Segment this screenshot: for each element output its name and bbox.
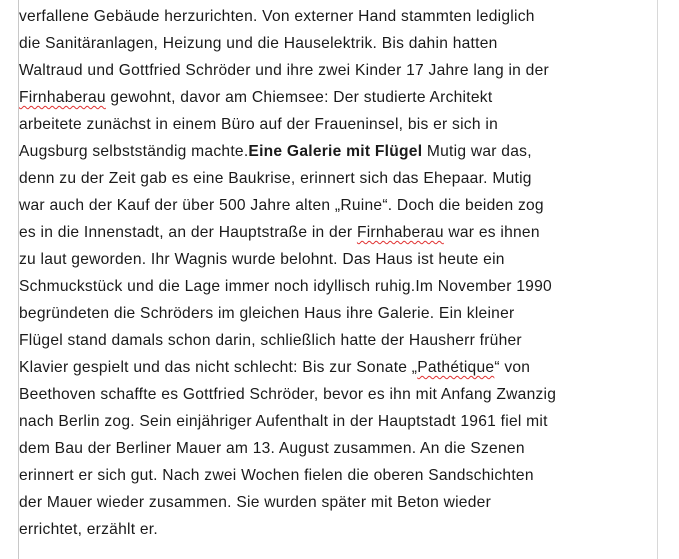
text-line: zu laut geworden. Ihr Wagnis wurde belohnt. Das Haus ist heute ein <box>19 251 505 268</box>
text-line: dem Bau der Berliner Mauer am 13. August zusammen. An die Szenen <box>19 440 525 457</box>
text-line: begründeten die Schröders im gleichen Haus ihre Galerie. Ein kleiner <box>19 305 515 322</box>
misspelled-word[interactable]: Firnhaberau <box>356 224 444 241</box>
text-line: errichtet, erzählt er. <box>19 521 158 538</box>
right-margin-line <box>657 0 658 559</box>
text-line: Waltraud und Gottfried Schröder und ihre zwei Kinder 17 Jahre lang in der <box>19 62 549 79</box>
text-line: Firnhaberau gewohnt, davor am Chiemsee: Der studierte Architekt <box>19 89 493 106</box>
text-line: nach Berlin zog. Sein einjähriger Aufenthalt in der Hauptstadt 1961 fiel mit <box>19 413 548 430</box>
text-line: erinnert er sich gut. Nach zwei Wochen fielen die oberen Sandschichten <box>19 467 534 484</box>
text-line: denn zu der Zeit gab es eine Baukrise, erinnert sich das Ehepaar. Mutig <box>19 170 532 187</box>
text-line: die Sanitäranlagen, Heizung und die Hauselektrik. Bis dahin hatten <box>19 35 498 52</box>
document-text-body[interactable] <box>19 3 639 543</box>
text-line: es in die Innenstadt, an der Hauptstraße in der Firnhaberau war es ihnen <box>19 224 540 241</box>
text-line: war auch der Kauf der über 500 Jahre alten „Ruine“. Doch die beiden zog <box>19 197 544 214</box>
text-line: arbeitete zunächst in einem Büro auf der Fraueninsel, bis er sich in <box>19 116 498 133</box>
text-line: der Mauer wieder zusammen. Sie wurden später mit Beton wieder <box>19 494 492 511</box>
misspelled-word[interactable]: Firnhaberau <box>19 89 106 106</box>
text-line: Augsburg selbstständig machte.Eine Galerie mit Flügel Mutig war das, <box>19 143 532 160</box>
bold-subheading: Eine Galerie mit Flügel <box>248 143 423 160</box>
misspelled-word[interactable]: Pathétique <box>417 359 495 376</box>
text-line: Klavier gespielt und das nicht schlecht: Bis zur Sonate „Pathétique“ von <box>19 359 531 376</box>
text-line: Beethoven schaffte es Gottfried Schröder, bevor es ihn mit Anfang Zwanzig <box>19 386 557 403</box>
text-line: Schmuckstück und die Lage immer noch idyllisch ruhig.Im November 1990 <box>19 278 552 295</box>
text-line: verfallene Gebäude herzurichten. Von externer Hand stammten lediglich <box>19 8 535 25</box>
text-line: Flügel stand damals schon darin, schließlich hatte der Hausherr früher <box>19 332 522 349</box>
